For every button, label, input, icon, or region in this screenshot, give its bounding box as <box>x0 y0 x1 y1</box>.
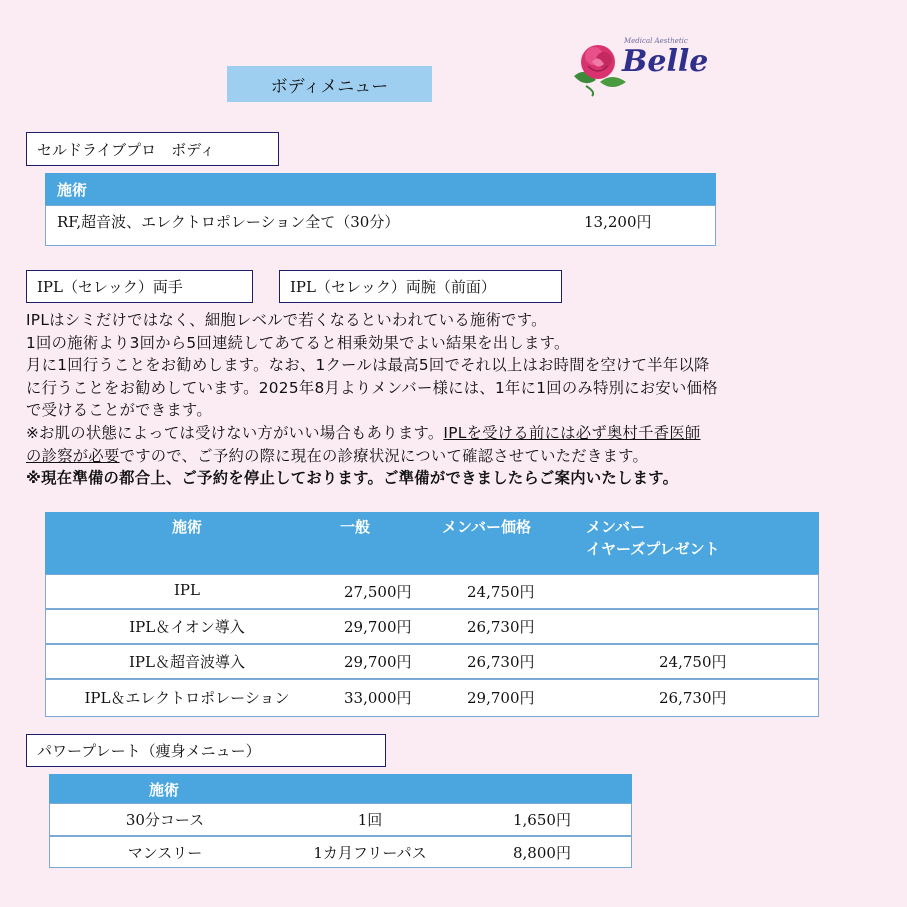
row-member: 29,700円 <box>467 689 535 707</box>
section-label-ipl-hands <box>26 270 253 303</box>
row-name: マンスリー <box>127 844 203 862</box>
table-row <box>45 205 716 246</box>
row-general: 33,000円 <box>344 689 412 707</box>
table-row <box>49 803 632 836</box>
row-price: 1,650円 <box>513 811 571 829</box>
section-label-ipl-arms <box>279 270 562 303</box>
table-header-treatment: 施術 <box>57 180 88 199</box>
table-header-treatment: 施術 <box>148 781 179 799</box>
table-row <box>45 574 819 609</box>
table-header <box>45 512 819 574</box>
page-title <box>227 66 432 102</box>
table-row <box>45 609 819 644</box>
header-member: メンバー価格 <box>442 518 531 536</box>
description-line: で受けることができます。 <box>26 401 212 420</box>
description-line <box>26 422 856 445</box>
row-general: 29,700円 <box>344 618 412 636</box>
section-label-power-plate <box>26 734 386 767</box>
header-present-1: メンバー <box>586 518 645 536</box>
row-present: 24,750円 <box>659 653 727 671</box>
header-treatment: 施術 <box>171 518 202 536</box>
section-label-text: IPL（セレック）両手 <box>37 278 183 296</box>
section-label-text: セルドライブプロ ボディ <box>37 140 215 159</box>
row-member: 26,730円 <box>467 653 535 671</box>
treatment-price: 13,200円 <box>584 213 652 231</box>
header-present-2: イヤーズプレゼント <box>586 540 720 558</box>
caution-text: ですので、ご予約の際に現在の診療状況について確認させていただきます。 <box>119 446 649 465</box>
suspension-notice: ※現在準備の都合上、ご予約を停止しております。ご準備ができましたらご案内いたします。 <box>26 469 679 488</box>
row-general: 29,700円 <box>344 653 412 671</box>
row-general: 27,500円 <box>344 583 412 601</box>
section-label-text: パワープレート（痩身メニュー） <box>37 742 261 760</box>
description-line: IPLはシミだけではなく、細胞レベルで若くなるといわれている施術です。 <box>26 311 547 329</box>
row-present: 26,730円 <box>659 689 727 707</box>
row-name: IPL＆エレクトロポレーション <box>84 689 290 707</box>
section-label-cell-drive <box>26 132 279 166</box>
table-header <box>45 173 716 205</box>
row-name: IPL＆イオン導入 <box>129 618 245 636</box>
table-row <box>49 836 632 868</box>
ipl-description <box>26 309 856 490</box>
logo-brand: Belle <box>622 44 709 79</box>
logo-subtitle: Medical Aesthetic <box>624 37 688 45</box>
row-member: 26,730円 <box>467 618 535 636</box>
page-title-text: ボディメニュー <box>270 76 389 97</box>
section-label-text: IPL（セレック）両腕（前面） <box>290 278 496 296</box>
table-header <box>49 774 632 803</box>
row-count: 1カ月フリーパス <box>313 844 427 862</box>
row-price: 8,800円 <box>513 844 571 862</box>
description-line: に行うことをお勧めしています。2025年8月よりメンバー様には、1年に1回のみ特別にお安い価格 <box>26 378 718 397</box>
table-row <box>45 644 819 679</box>
row-name: IPL <box>174 581 200 599</box>
row-member: 24,750円 <box>467 583 535 601</box>
description-line <box>26 445 856 468</box>
row-name: IPL＆超音波導入 <box>129 653 245 671</box>
belle-logo <box>566 36 709 98</box>
row-name: 30分コース <box>125 811 205 829</box>
caution-underlined: の診察が必要 <box>26 446 120 465</box>
row-count: 1回 <box>357 811 383 829</box>
description-line: 月に1回行うことをお勧めします。なお、1クールは最高5回でそれ以上はお時間を空けて半年以降 <box>26 356 710 375</box>
treatment-name: RF,超音波、エレクトロポレーション全て（30分） <box>57 213 400 231</box>
caution-text: ※お肌の状態によっては受けない方がいい場合もあります。 <box>26 423 444 442</box>
table-row <box>45 679 819 717</box>
caution-underlined: IPLを受ける前には必ず奥村千香医師 <box>443 423 701 442</box>
header-general: 一般 <box>340 518 371 536</box>
description-line: 1回の施術より3回から5回連続してあてると相乗効果でよい結果を出します。 <box>26 333 570 352</box>
